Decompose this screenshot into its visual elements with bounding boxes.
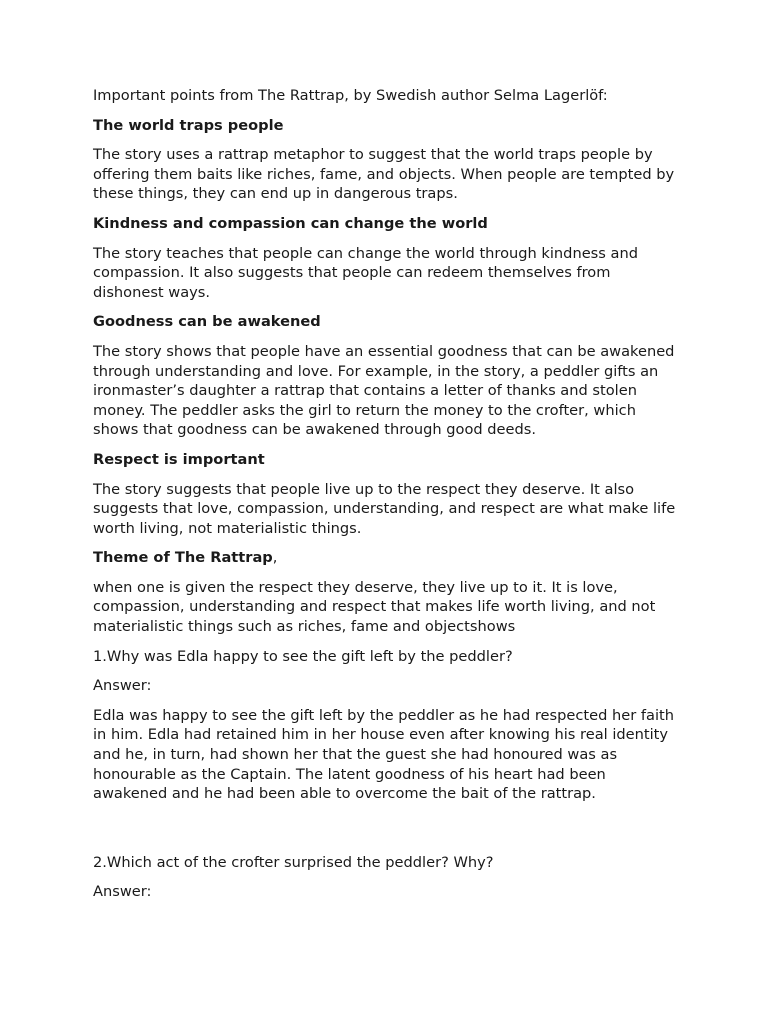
intro-text: Important points from The Rattrap, by Swedish author Selma Lagerlöf: (93, 87, 608, 104)
answer-label-1: Answer: (93, 677, 152, 695)
section-body-kindness: The story teaches that people can change the world through kindness and compassion. It also suggests that people can redeem themselves from dishonest ways. (93, 244, 638, 301)
theme-heading-suffix: , (272, 549, 278, 567)
section-heading-respect: Respect is important (93, 450, 265, 468)
theme-heading-line (93, 548, 683, 568)
theme-heading: Theme of The Rattrap (93, 549, 273, 567)
answer-1: Edla was happy to see the gift left by the peddler as he had respected her faith in him. Edla had retained him in her house even after knowing his real identity and he, in turn, had shown her that the guest she had honoured was as honourable as the Captain. The latent goodness of his heart had been awakened and he had been able to overcome the bait of the rattrap. (93, 706, 674, 803)
section-body-respect: The story suggests that people live up to the respect they deserve. It also suggests that love, compassion, understanding, and respect are what make life worth living, not materialistic things. (93, 480, 676, 537)
question-1: 1.Why was Edla happy to see the gift left by the peddler? (93, 647, 513, 665)
document-page (93, 86, 683, 912)
section-heading-goodness: Goodness can be awakened (93, 313, 321, 331)
answer-label-2: Answer: (93, 883, 152, 901)
section-heading-world-traps: The world traps people (93, 116, 284, 134)
blank-space (93, 814, 683, 853)
theme-body: when one is given the respect they deserve, they live up to it. It is love, compassion, understanding and respect that makes life worth living, and not materialistic things such as riches, fame and objectshows (93, 578, 656, 636)
section-heading-kindness: Kindness and compassion can change the world (93, 214, 488, 232)
question-2: 2.Which act of the crofter surprised the peddler? Why? (93, 853, 494, 871)
section-body-world-traps: The story uses a rattrap metaphor to suggest that the world traps people by offering them baits like riches, fame, and objects. When people are tempted by these things, they can end up in dangerous traps. (93, 146, 675, 203)
section-body-goodness: The story shows that people have an essential goodness that can be awakened through understanding and love. For example, in the story, a peddler gifts an ironmaster’s daughter a rattrap that contains a letter of thanks and stolen money. The peddler asks the girl to return the money to the crofter, which shows that goodness can be awakened through good deeds. (93, 342, 675, 439)
